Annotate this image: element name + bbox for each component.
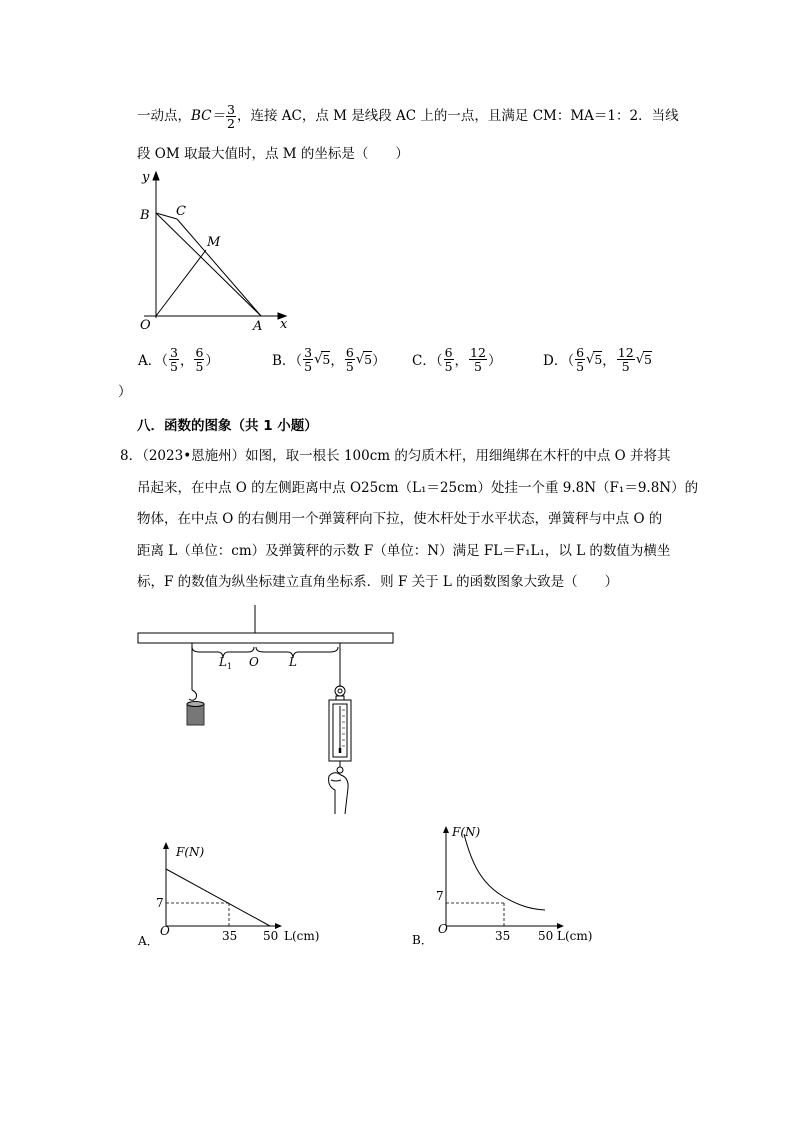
option-D-close-paren: ） [118, 384, 132, 400]
graphA-xtick-35: 35 [222, 929, 238, 943]
lever-L-label: L [289, 655, 297, 669]
graphA-xtick-50: 50 [263, 929, 279, 943]
graphB-ytick-7: 7 [436, 889, 444, 903]
origin-O-label: O [140, 318, 151, 333]
q8-line2: 吊起来，在中点 O 的左侧距离中点 O25cm（L₁＝25cm）处挂一个重 9.8N（F₁＝9.8N）的 [137, 480, 699, 496]
graphB-xlabel: L(cm) [557, 929, 593, 943]
graph-A[interactable] [132, 838, 332, 953]
lever-illustration [130, 600, 400, 820]
q8-line5: 标，F 的数值为纵坐标建立直角坐标系．则 F 关于 L 的函数图象大致是（ ） [137, 574, 619, 590]
graphB-origin: O [438, 922, 448, 936]
point-A-label: A [253, 319, 263, 334]
point-C-label: C [176, 204, 186, 219]
graphB-option-label: B． [412, 933, 433, 947]
option-C[interactable]: C．（ $\frac{6}{5}$ ， $\frac{12}{5}$ ） [412, 344, 502, 374]
y-axis-label: y [142, 170, 150, 185]
q8-line3: 物体，在中点 O 的右侧用一个弹簧秤向下拉，使木杆处于水平状态，弹簧秤与中点 O 的 [137, 511, 663, 527]
lever-O-label: O [249, 655, 259, 669]
point-M-label: M [207, 235, 221, 250]
bc-fraction: $\frac{3}{2}$ [227, 102, 235, 131]
lever-L1-label: $L_1$ [219, 655, 233, 671]
graphA-ytick-7: 7 [156, 896, 164, 910]
q7-line2: 段 OM 取最大值时，点 M 的坐标是（ ） [137, 146, 409, 162]
point-B-label: B [140, 208, 150, 223]
q8-line4: 距离 L（单位：cm）及弹簧秤的示数 F（单位：N）满足 FL＝F₁L₁，以 L 的数值为横坐 [137, 543, 671, 559]
option-D[interactable]: D．（ $\frac{6}{5}$ √ 5 ， $\frac{12}{5}$ √ 5 [543, 344, 652, 374]
graphA-xlabel: L(cm) [284, 929, 320, 943]
option-B[interactable]: B．（ $\frac{3}{5}$ √ 5 ， $\frac{6}{5}$ √ 5 ） [272, 344, 386, 374]
graphA-ylabel: F(N) [176, 845, 205, 859]
graphA-option-label: A． [138, 934, 159, 948]
option-A[interactable]: A．（ $\frac{3}{5}$ ， $\frac{6}{5}$ ） [138, 344, 219, 374]
graph-B[interactable] [410, 820, 610, 952]
q7-coordinate-figure [132, 168, 302, 338]
graphB-ylabel: F(N) [452, 825, 481, 839]
graphB-xtick-50: 50 [538, 929, 554, 943]
graphA-origin: O [160, 924, 170, 938]
section-heading: 八．函数的图象（共 1 小题） [137, 418, 318, 434]
q7-line1: 一动点，BC＝ $\frac{3}{2}$ ，连接 AC，点 M 是线段 AC 上的一点，且满足 CM：MA＝1：2．当线 [137, 102, 679, 131]
x-axis-label: x [280, 317, 288, 332]
q8-line1: 8．（2023•恩施州）如图，取一根长 100cm 的匀质木杆，用细绳绑在木杆的中点 O 并将其 [120, 448, 671, 464]
graphB-xtick-35: 35 [495, 929, 511, 943]
